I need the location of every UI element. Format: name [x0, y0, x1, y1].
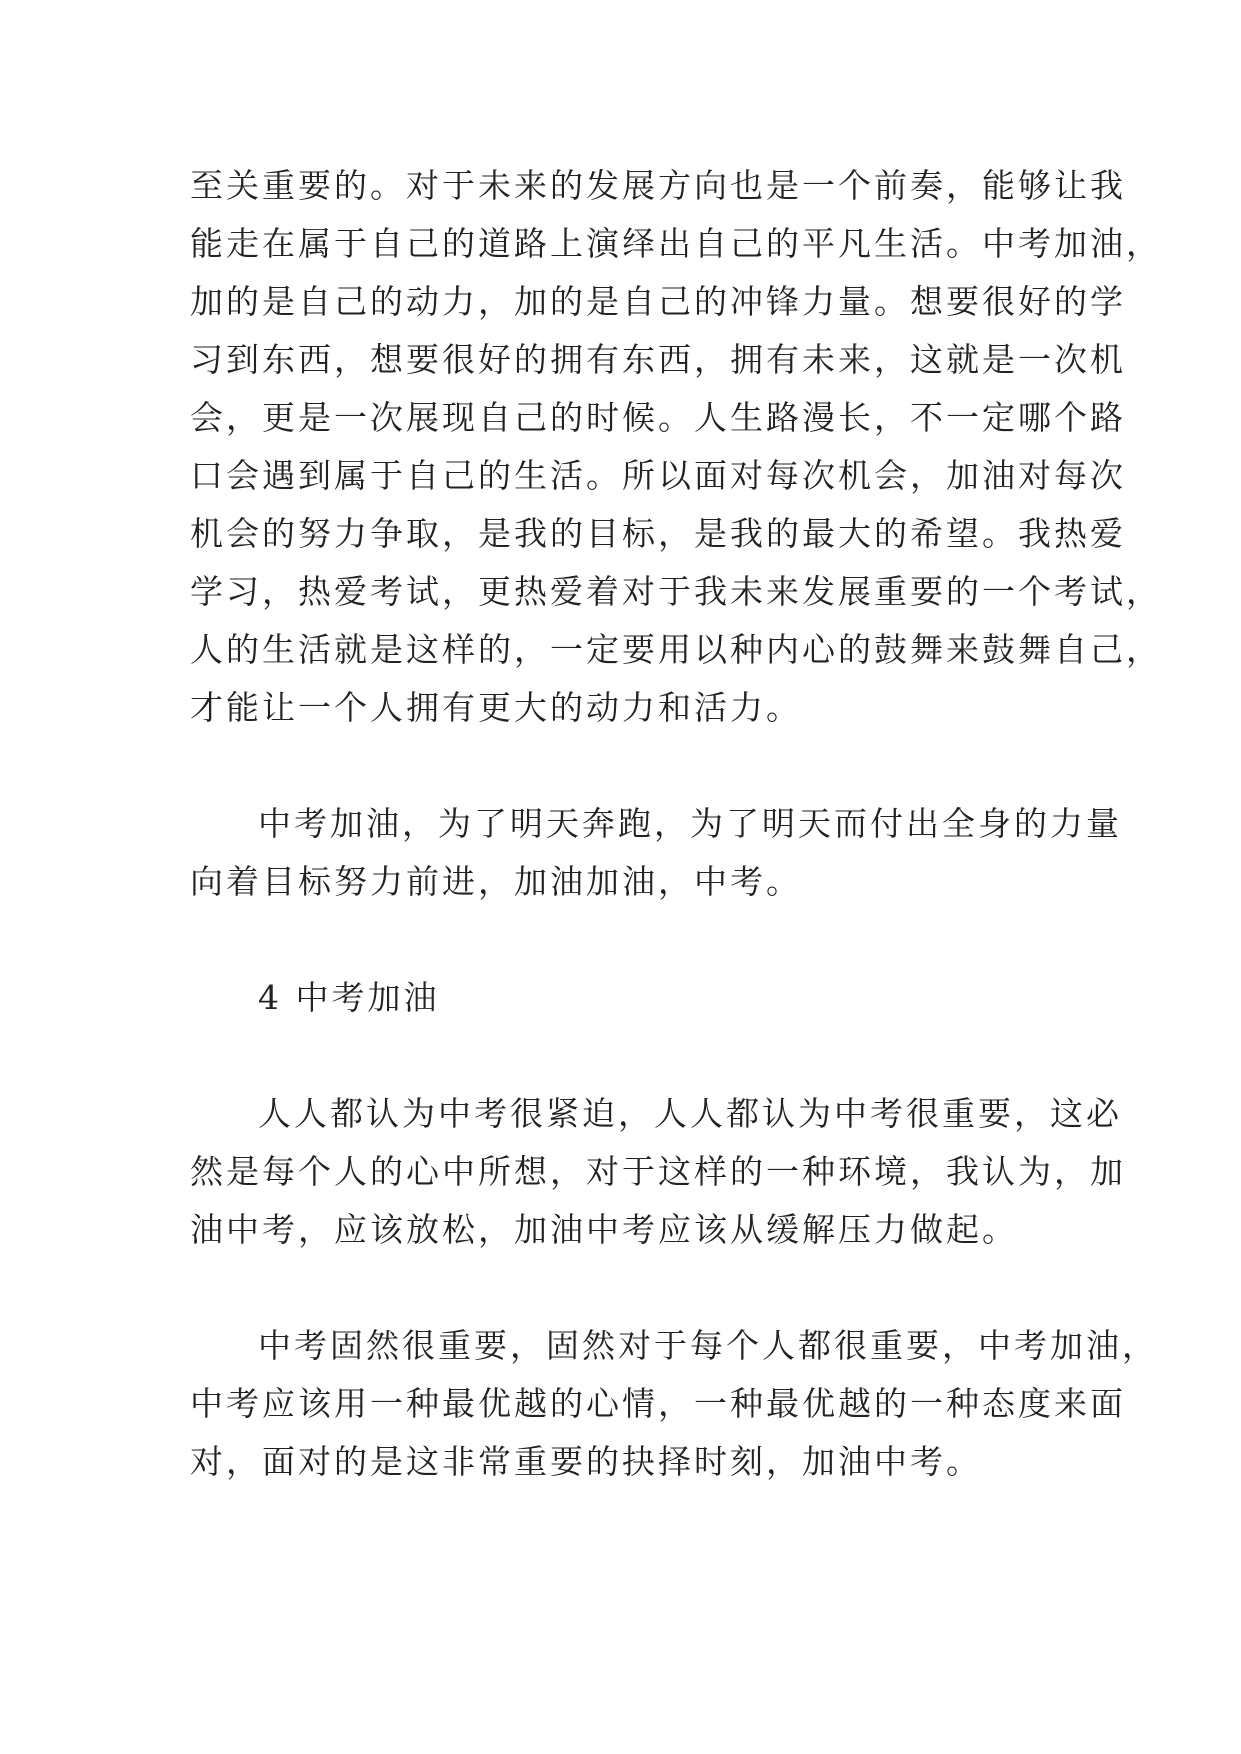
text-line: 会，更是一次展现自己的时候。人生路漫长，不一定哪个路 [190, 398, 1126, 437]
text-line: 中考加油，为了明天奔跑，为了明天而付出全身的力量 [258, 804, 1122, 843]
text-line: 对，面对的是这非常重要的抉择时刻，加油中考。 [190, 1442, 982, 1481]
section-heading: 4 中考加油 [258, 978, 440, 1017]
text-line: 中考应该用一种最优越的心情，一种最优越的一种态度来面 [190, 1384, 1126, 1423]
text-line: 习到东西，想要很好的拥有东西，拥有未来，这就是一次机 [190, 340, 1126, 379]
text-line: 然是每个人的心中所想，对于这样的一种环境，我认为，加 [190, 1152, 1126, 1191]
text-line: 能走在属于自己的道路上演绎出自己的平凡生活。中考加油， [190, 224, 1162, 263]
text-line: 机会的努力争取，是我的目标，是我的最大的希望。我热爱 [190, 514, 1126, 553]
text-line: 中考固然很重要，固然对于每个人都很重要，中考加油， [258, 1326, 1158, 1365]
text-line: 油中考，应该放松，加油中考应该从缓解压力做起。 [190, 1210, 1018, 1249]
text-line: 加的是自己的动力，加的是自己的冲锋力量。想要很好的学 [190, 282, 1126, 321]
text-line: 学习，热爱考试，更热爱着对于我未来发展重要的一个考试， [190, 572, 1162, 611]
text-line: 人人都认为中考很紧迫，人人都认为中考很重要，这必 [258, 1094, 1122, 1133]
text-line: 口会遇到属于自己的生活。所以面对每次机会，加油对每次 [190, 456, 1126, 495]
text-line: 人的生活就是这样的，一定要用以种内心的鼓舞来鼓舞自己， [190, 630, 1162, 669]
text-line: 至关重要的。对于未来的发展方向也是一个前奏，能够让我 [190, 166, 1126, 205]
text-line: 向着目标努力前进，加油加油，中考。 [190, 862, 802, 901]
text-line: 才能让一个人拥有更大的动力和活力。 [190, 688, 802, 727]
